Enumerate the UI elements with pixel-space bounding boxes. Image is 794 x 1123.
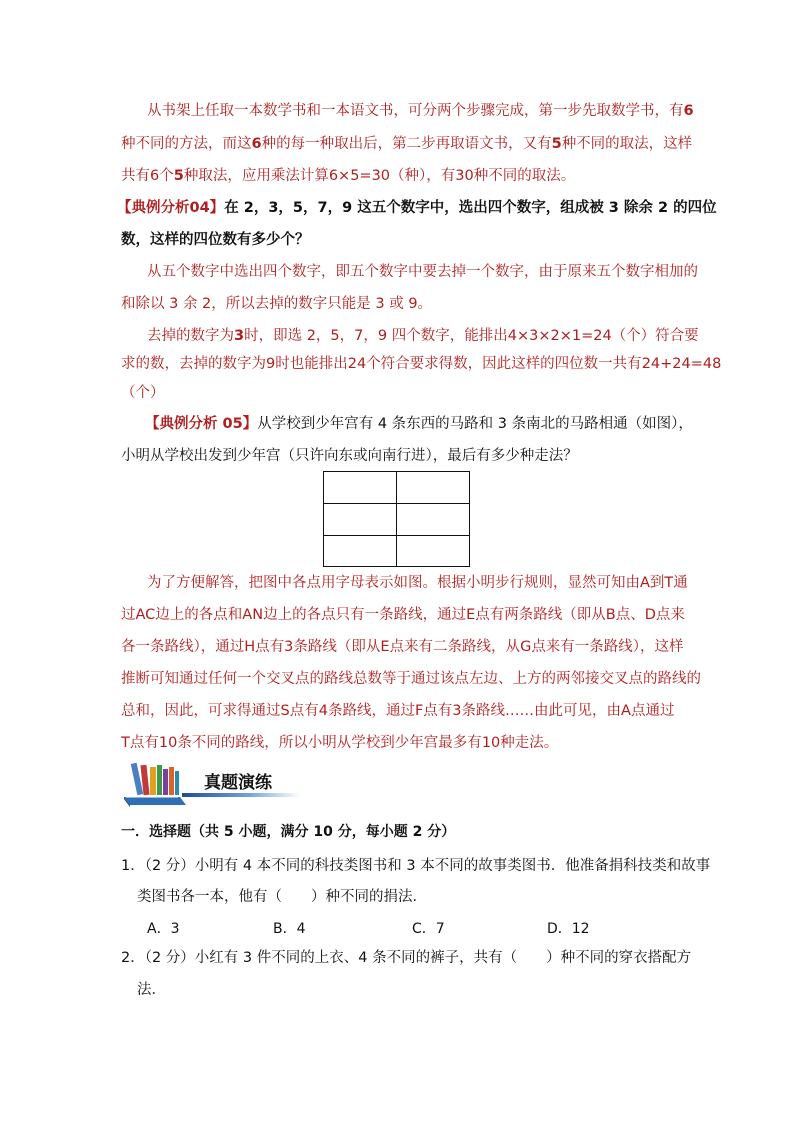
example05-solution-line1: 为了方便解答，把图中各点用字母表示如图。根据小明步行规则，显然可知由A到T通 — [147, 575, 688, 591]
question1-option-a: A．3 — [147, 921, 180, 937]
para1-line3: 共有6个5种取法，应用乘法计算6×5=30（种），有30种不同的取法。 — [121, 168, 576, 184]
example04-answer-line4: 求的数，去掉的数字为9时也能排出24个符合要求得数，因此这样的四位数一共有24+24=48 — [121, 356, 722, 372]
example04-answer-line1: 从五个数字中选出四个数字，即五个数字中要去掉一个数字，由于原来五个数字相加的 — [147, 264, 698, 280]
para1-line1: 从书架上任取一本数学书和一本语文书，可分两个步骤完成，第一步先取数学书，有6 — [147, 103, 694, 119]
example05-solution-line5: 总和，因此，可求得通过S点有4条路线，通过F点有3条路线……由此可见，由A点通过 — [121, 703, 675, 719]
grid-horizontal-line — [324, 503, 469, 504]
question1-option-b: B．4 — [273, 921, 306, 937]
question1-option-c: C．7 — [412, 921, 445, 937]
question2-line2: 法． — [137, 982, 166, 998]
road-grid-diagram — [323, 471, 470, 567]
grid-horizontal-line — [324, 535, 469, 536]
grid-vertical-line — [396, 472, 397, 566]
question1-option-d: D．12 — [547, 921, 590, 937]
section-title: 真题演练 — [204, 773, 272, 793]
example04-question-line2: 数，这样的四位数有多少个？ — [121, 232, 310, 248]
example05-solution-line6: T点有10条不同的路线，所以小明从学校到少年宫最多有10种走法。 — [121, 735, 559, 751]
example04-question-line1: 【典例分析04】在 2，3，5，7，9 这五个数字中，选出四个数字，组成被 3 除余 2 的四位 — [117, 200, 717, 216]
example05-solution-line2: 过AC边上的各点和AN边上的各点只有一条路线，通过E点有两条路线（即从B点、D点来 — [121, 607, 685, 623]
example04-tag: 【典例分析04】 — [117, 200, 225, 216]
example05-solution-line3: 各一条路线），通过H点有3条路线（即从E点来有二条路线，从G点来有一条路线），这样 — [121, 639, 684, 655]
question1-line1: 1．（2 分）小明有 4 本不同的科技类图书和 3 本不同的故事类图书．他准备捐科技类和故事 — [121, 858, 711, 874]
example05-question-line2: 小明从学校出发到少年宫（只许向东或向南行进），最后有多少种走法？ — [121, 448, 578, 464]
example04-answer-line2: 和除以 3 余 2，所以去掉的数字只能是 3 或 9。 — [121, 296, 433, 312]
example05-solution-line4: 推断可知通过任何一个交叉点的路线总数等于通过该点左边、上方的两邻接交叉点的路线的 — [121, 671, 701, 687]
question2-line1: 2．（2 分）小红有 3 件不同的上衣、4 条不同的裤子，共有（ ）种不同的穿衣搭配方 — [121, 950, 692, 966]
example05-tag: 【典例分析 05】 — [145, 416, 258, 432]
part1-heading: 一．选择题（共 5 小题，满分 10 分，每小题 2 分） — [121, 824, 456, 840]
example04-answer-line3: 去掉的数字为3时，即选 2，5，7，9 四个数字，能排出4×3×2×1=24（个）符合要 — [147, 328, 699, 344]
question1-line2: 类图书各一本，他有（ ）种不同的捐法． — [137, 889, 427, 905]
example04-answer-line5: （个） — [121, 385, 165, 401]
example05-question-line1: 【典例分析 05】从学校到少年宫有 4 条东西的马路和 3 条南北的马路相通（如图）， — [145, 416, 693, 432]
para1-line2: 种不同的方法，而这6种的每一种取出后，第二步再取语文书，又有5种不同的取法，这样 — [121, 136, 693, 152]
